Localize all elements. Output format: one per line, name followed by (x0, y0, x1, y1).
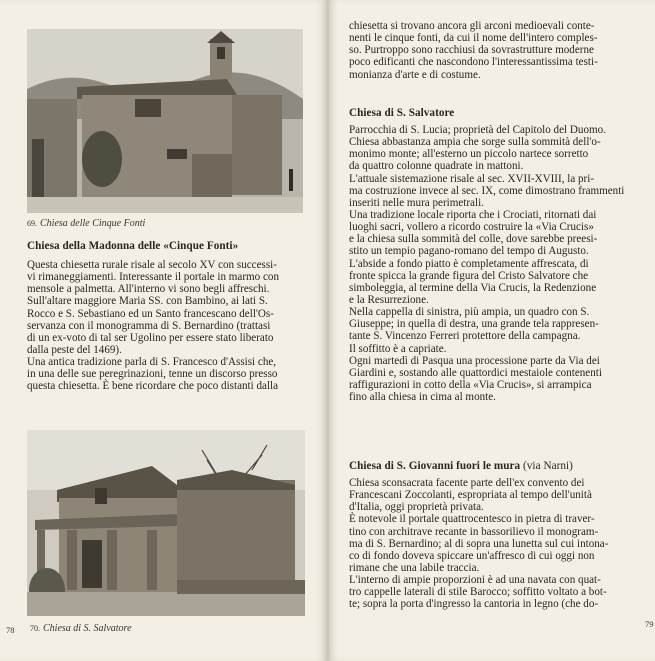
page-number-left: 78 (6, 625, 15, 635)
text-line: simboleggia, al termine della Via Crucis, la Redenzione (349, 281, 597, 294)
text-line: Parrocchia di S. Lucia; proprietà del Capitolo del Duomo. (349, 124, 606, 136)
caption-number: 70. (30, 624, 40, 633)
text-line: in una delle sue peregrinazioni, tenne un discorso presso (27, 368, 278, 381)
body-text-s-giovanni (349, 477, 649, 611)
text-line: da quattro colonne quadrate in mattoni. (349, 160, 524, 173)
text-line: Una tradizione locale riporta che i Crociati, ritornati dai (349, 208, 597, 221)
text-line: ma di S. Bernardino; al di sopra una lunetta sul cui intona- (349, 537, 609, 550)
text-line: Giuseppe; in quella di destra, una grande tela rappresen- (349, 318, 599, 331)
text-line: tro cappelle laterali di stile Barocco; soffitto voltato a bot- (349, 586, 607, 599)
text-line: so. Purtroppo sono racchiusi da sovrastrutture moderne (349, 44, 594, 57)
caption-number: 69. (27, 219, 37, 228)
text-line: Ogni martedì di Pasqua una processione parte da Via dei (349, 354, 600, 367)
text-line: Francescani Zoccolanti, espropriata al tempo dell'unità (349, 489, 592, 502)
photo-s-salvatore-image (27, 430, 305, 616)
photo-cinque-fonti-image (27, 29, 303, 213)
caption-text: Chiesa di S. Salvatore (43, 623, 132, 634)
section-heading-s-giovanni (349, 460, 573, 472)
heading-text: Chiesa di S. Giovanni fuori le mura (349, 460, 521, 472)
section-heading-cinque-fonti: Chiesa della Madonna delle «Cinque Fonti» (27, 240, 239, 252)
left-page (0, 0, 326, 661)
text-line: servanza con il monogramma di S. Bernardino (trattasi (27, 319, 271, 332)
body-text-cinque-fonti (27, 259, 317, 393)
text-line: Rocco e S. Sebastiano ed un Santo francescano dell'Os- (27, 307, 274, 320)
text-line: dalla peste del 1469). (27, 343, 122, 356)
text-line: questa chiesetta. È bene ricordare che poco distanti dalla (27, 380, 279, 393)
body-text-intro (349, 20, 649, 81)
text-line: di un ex-voto di tal ser Ugolino per essere stato liberato (27, 331, 274, 344)
text-line: L'attuale sistemazione risale al sec. XVII-XVIII, la pri- (349, 172, 595, 185)
text-line: Chiesa abbastanza ampia che sorge sulla sommità dell'o- (349, 136, 601, 149)
text-line: monianza d'arte e di costume. (349, 68, 481, 81)
text-line: Giardini e, sostando alle quattordici mestaiole contenenti (349, 366, 602, 379)
text-line: poco edificanti che nascondono l'interessantissima testi- (349, 56, 598, 69)
text-line: d'Italia, oggi proprietà privata. (349, 501, 484, 514)
text-line: ma costruzione invece al sec. IX, come dimostrano frammenti (349, 184, 625, 197)
photo-cinque-fonti (27, 29, 303, 213)
text-line: raffigurazioni in cotto della «Via Crucis», si arrampica (349, 378, 592, 391)
text-line: e la chiesa sulla sommità del colle, dove sarebbe preesi- (349, 233, 598, 246)
text-line: È notevole il portale quattrocentesco in pietra di traver- (349, 513, 595, 526)
text-line: chiesetta si trovano ancora gli arconi medioevali conte- (349, 20, 595, 32)
text-line: inseriti nelle mura perimetrali. (349, 196, 484, 209)
heading-subtitle: (via Narni) (523, 460, 573, 472)
text-line: L'interno di ampie proporzioni è ad una navata con quat- (349, 574, 601, 587)
photo-caption-70 (30, 623, 132, 634)
text-line: co di fondo doveva spiccare un'affresco di cui oggi non (349, 549, 595, 562)
text-line: Il soffitto è a capriate. (349, 342, 447, 355)
body-text-s-salvatore (349, 124, 649, 403)
text-line: L'abside a fondo piatto è completamente affrescata, di (349, 257, 589, 270)
text-line: e la Resurrezione. (349, 293, 429, 306)
text-line: Chiesa sconsacrata facente parte dell'ex convento dei (349, 477, 585, 489)
text-line: Sull'altare maggiore Maria SS. con Bambino, ai lati S. (27, 295, 268, 308)
photo-caption-69 (27, 218, 145, 229)
text-line: Questa chiesetta rurale risale al secolo XV con successi- (27, 259, 277, 271)
text-line: tino con architrave recante in bassorilievo il monogram- (349, 525, 599, 538)
text-line: Una antica tradizione parla di S. Francesco d'Assisi che, (27, 356, 277, 369)
section-heading-s-salvatore: Chiesa di S. Salvatore (349, 107, 455, 119)
text-line: fino alla chiesa in cima al monte. (349, 391, 496, 404)
page-number-right: 79 (645, 619, 654, 629)
text-line: te; sopra la porta d'ingresso la cantoria in legno (che do- (349, 598, 599, 611)
text-line: fronte spicca la grande figura del Cristo Salvatore che (349, 269, 589, 282)
right-page (329, 0, 655, 661)
text-line: rimane che una labile traccia. (349, 561, 480, 574)
text-line: Nella cappella di sinistra, più ampia, un quadro con S. (349, 306, 590, 319)
text-line: tante S. Vincenzo Ferreri protettore della campagna. (349, 330, 581, 343)
text-line: vi rimaneggiamenti. Interessante il portale in marmo con (27, 271, 279, 284)
text-line: luoghi sacri, vollero a ricordo costruire la «Via Crucis» (349, 221, 594, 234)
caption-text: Chiesa delle Cinque Fonti (40, 218, 146, 229)
photo-s-salvatore (27, 430, 305, 616)
text-line: monimo monte; all'esterno un piccolo nartece sorretto (349, 148, 589, 161)
text-line: nenti le cinque fonti, da cui il nome dell'intero comples- (349, 32, 598, 45)
text-line: mensole a palmetta. All'interno vi sono begli affreschi. (27, 283, 270, 296)
text-line: stito un tempio pagano-romano del tempo di Augusto. (349, 245, 589, 258)
